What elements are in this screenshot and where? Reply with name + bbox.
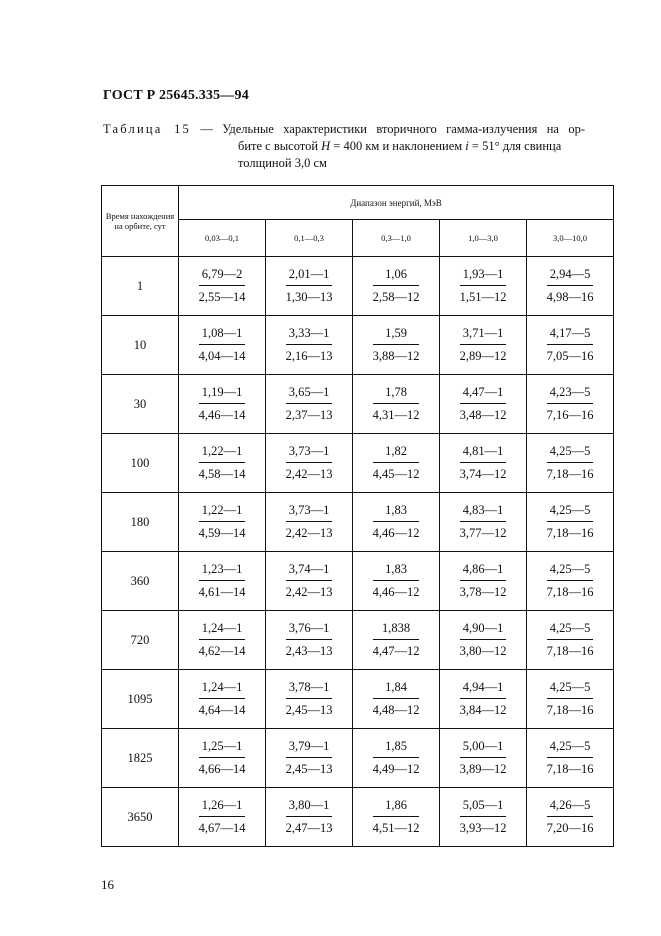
fraction xyxy=(373,384,420,423)
value-cell xyxy=(527,316,614,375)
fraction-numerator: 3,80—1 xyxy=(286,797,333,817)
fraction xyxy=(286,325,333,364)
fraction-denominator: 4,31—12 xyxy=(372,408,420,422)
fraction xyxy=(199,561,246,600)
fraction-numerator: 2,94—5 xyxy=(547,266,594,286)
fraction xyxy=(460,797,507,836)
fraction-numerator: 3,73—1 xyxy=(286,443,333,463)
fraction-numerator: 3,74—1 xyxy=(286,561,333,581)
fraction-numerator: 1,24—1 xyxy=(199,679,246,699)
energy-subrange-header: 1,0—3,0 xyxy=(440,220,527,257)
fraction-denominator: 4,67—14 xyxy=(198,821,246,835)
value-cell xyxy=(440,257,527,316)
table-row xyxy=(102,552,614,611)
value-cell xyxy=(353,611,440,670)
fraction-denominator: 4,58—14 xyxy=(198,467,246,481)
fraction-numerator: 4,90—1 xyxy=(460,620,507,640)
value-cell xyxy=(440,729,527,788)
time-cell: 180 xyxy=(102,493,179,552)
fraction-numerator: 1,24—1 xyxy=(199,620,246,640)
fraction-numerator: 6,79—2 xyxy=(199,266,246,286)
fraction-denominator: 7,18—16 xyxy=(546,585,594,599)
value-cell xyxy=(179,493,266,552)
table-row xyxy=(102,257,614,316)
fraction-denominator: 2,58—12 xyxy=(372,290,420,304)
value-cell xyxy=(266,375,353,434)
fraction-numerator: 3,65—1 xyxy=(286,384,333,404)
fraction-denominator: 4,47—12 xyxy=(372,644,420,658)
fraction-denominator: 2,55—14 xyxy=(198,290,246,304)
value-cell xyxy=(353,493,440,552)
value-cell xyxy=(527,434,614,493)
fraction-denominator: 4,62—14 xyxy=(198,644,246,658)
fraction xyxy=(460,502,507,541)
fraction-numerator: 3,79—1 xyxy=(286,738,333,758)
fraction xyxy=(286,561,333,600)
page-number: 16 xyxy=(101,877,114,892)
value-cell xyxy=(266,670,353,729)
fraction-denominator: 3,74—12 xyxy=(459,467,507,481)
fraction-numerator: 1,22—1 xyxy=(199,502,246,522)
value-cell xyxy=(440,493,527,552)
fraction-denominator: 2,43—13 xyxy=(285,644,333,658)
value-cell xyxy=(179,316,266,375)
table-row xyxy=(102,434,614,493)
table-row xyxy=(102,316,614,375)
fraction-denominator: 2,42—13 xyxy=(285,526,333,540)
value-cell xyxy=(179,788,266,847)
fraction-numerator: 2,01—1 xyxy=(286,266,333,286)
value-cell xyxy=(266,434,353,493)
fraction xyxy=(286,443,333,482)
value-cell xyxy=(266,257,353,316)
fraction-numerator: 4,26—5 xyxy=(547,797,594,817)
fraction xyxy=(199,325,246,364)
fraction xyxy=(373,679,420,718)
fraction xyxy=(547,384,594,423)
fraction-denominator: 4,46—14 xyxy=(198,408,246,422)
value-cell xyxy=(179,375,266,434)
value-cell xyxy=(440,611,527,670)
fraction xyxy=(199,738,246,777)
time-cell: 10 xyxy=(102,316,179,375)
fraction xyxy=(199,679,246,718)
time-cell: 30 xyxy=(102,375,179,434)
time-cell: 1825 xyxy=(102,729,179,788)
time-header: Время нахождения на орбите, сут xyxy=(102,186,179,257)
fraction-denominator: 7,18—16 xyxy=(546,467,594,481)
time-cell: 720 xyxy=(102,611,179,670)
document-header: ГОСТ Р 25645.335—94 xyxy=(103,88,249,103)
fraction xyxy=(460,266,507,305)
fraction-denominator: 2,89—12 xyxy=(459,349,507,363)
value-cell xyxy=(179,552,266,611)
fraction-denominator: 3,77—12 xyxy=(459,526,507,540)
fraction xyxy=(199,502,246,541)
table-row xyxy=(102,375,614,434)
fraction-numerator: 4,83—1 xyxy=(460,502,507,522)
gamma-radiation-table xyxy=(101,185,614,847)
fraction-numerator: 4,23—5 xyxy=(547,384,594,404)
fraction-denominator: 7,20—16 xyxy=(546,821,594,835)
fraction-denominator: 7,16—16 xyxy=(546,408,594,422)
fraction-numerator: 4,94—1 xyxy=(460,679,507,699)
fraction-denominator: 3,80—12 xyxy=(459,644,507,658)
fraction xyxy=(199,620,246,659)
value-cell xyxy=(266,729,353,788)
fraction xyxy=(286,620,333,659)
fraction-numerator: 4,17—5 xyxy=(547,325,594,345)
fraction xyxy=(547,502,594,541)
value-cell xyxy=(266,316,353,375)
value-cell xyxy=(527,257,614,316)
fraction-denominator: 2,16—13 xyxy=(285,349,333,363)
fraction xyxy=(460,679,507,718)
caption-line-3: толщиной 3,0 см xyxy=(238,156,327,170)
fraction xyxy=(286,384,333,423)
fraction-denominator: 2,47—13 xyxy=(285,821,333,835)
fraction-numerator: 3,78—1 xyxy=(286,679,333,699)
fraction-numerator: 4,86—1 xyxy=(460,561,507,581)
table-caption xyxy=(103,121,585,172)
fraction xyxy=(286,679,333,718)
fraction-numerator: 4,81—1 xyxy=(460,443,507,463)
fraction xyxy=(199,797,246,836)
fraction-denominator: 7,18—16 xyxy=(546,762,594,776)
value-cell xyxy=(353,257,440,316)
fraction xyxy=(547,738,594,777)
fraction-numerator: 5,05—1 xyxy=(460,797,507,817)
fraction-numerator: 5,00—1 xyxy=(460,738,507,758)
fraction-numerator: 4,47—1 xyxy=(460,384,507,404)
fraction-denominator: 4,61—14 xyxy=(198,585,246,599)
fraction-denominator: 7,05—16 xyxy=(546,349,594,363)
fraction-denominator: 1,51—12 xyxy=(459,290,507,304)
value-cell xyxy=(440,788,527,847)
fraction-numerator: 3,73—1 xyxy=(286,502,333,522)
fraction xyxy=(373,738,420,777)
value-cell xyxy=(440,434,527,493)
value-cell xyxy=(527,729,614,788)
fraction-denominator: 4,49—12 xyxy=(372,762,420,776)
fraction-numerator: 3,71—1 xyxy=(460,325,507,345)
fraction xyxy=(373,502,420,541)
fraction-denominator: 2,42—13 xyxy=(285,467,333,481)
energy-subrange-header: 0,03—0,1 xyxy=(179,220,266,257)
fraction-denominator: 2,45—13 xyxy=(285,703,333,717)
fraction xyxy=(373,561,420,600)
value-cell xyxy=(266,552,353,611)
fraction-numerator: 1,22—1 xyxy=(199,443,246,463)
fraction-denominator: 4,59—14 xyxy=(198,526,246,540)
value-cell xyxy=(266,611,353,670)
fraction-numerator: 1,78 xyxy=(373,384,420,404)
fraction xyxy=(460,384,507,423)
fraction xyxy=(373,325,420,364)
table-row xyxy=(102,670,614,729)
fraction-denominator: 2,37—13 xyxy=(285,408,333,422)
fraction-numerator: 1,838 xyxy=(373,620,420,640)
value-cell xyxy=(179,257,266,316)
fraction-denominator: 4,46—12 xyxy=(372,585,420,599)
time-cell: 1 xyxy=(102,257,179,316)
fraction-denominator: 3,89—12 xyxy=(459,762,507,776)
fraction-numerator: 4,25—5 xyxy=(547,620,594,640)
table-row xyxy=(102,611,614,670)
fraction-denominator: 1,30—13 xyxy=(285,290,333,304)
value-cell xyxy=(179,729,266,788)
value-cell xyxy=(353,316,440,375)
value-cell xyxy=(440,316,527,375)
value-cell xyxy=(266,788,353,847)
fraction-numerator: 4,25—5 xyxy=(547,561,594,581)
fraction-numerator: 1,59 xyxy=(373,325,420,345)
value-cell xyxy=(179,434,266,493)
fraction xyxy=(547,266,594,305)
fraction-numerator: 1,93—1 xyxy=(460,266,507,286)
fraction-denominator: 7,18—16 xyxy=(546,526,594,540)
fraction xyxy=(373,443,420,482)
fraction xyxy=(547,561,594,600)
fraction xyxy=(286,266,333,305)
fraction xyxy=(199,443,246,482)
value-cell xyxy=(527,788,614,847)
fraction-numerator: 1,84 xyxy=(373,679,420,699)
fraction-denominator: 3,78—12 xyxy=(459,585,507,599)
fraction-denominator: 7,18—16 xyxy=(546,644,594,658)
value-cell xyxy=(527,670,614,729)
fraction xyxy=(373,266,420,305)
fraction xyxy=(460,738,507,777)
energy-subrange-header: 0,3—1,0 xyxy=(353,220,440,257)
fraction-denominator: 3,84—12 xyxy=(459,703,507,717)
fraction xyxy=(286,738,333,777)
time-cell: 1095 xyxy=(102,670,179,729)
fraction-numerator: 3,76—1 xyxy=(286,620,333,640)
value-cell xyxy=(266,493,353,552)
fraction-denominator: 3,93—12 xyxy=(459,821,507,835)
value-cell xyxy=(179,611,266,670)
table-row xyxy=(102,493,614,552)
fraction xyxy=(373,797,420,836)
fraction xyxy=(286,502,333,541)
time-cell: 360 xyxy=(102,552,179,611)
value-cell xyxy=(179,670,266,729)
value-cell xyxy=(353,729,440,788)
table-row xyxy=(102,788,614,847)
fraction xyxy=(199,384,246,423)
value-cell xyxy=(527,552,614,611)
fraction-denominator: 2,45—13 xyxy=(285,762,333,776)
table-row xyxy=(102,729,614,788)
fraction-numerator: 3,33—1 xyxy=(286,325,333,345)
fraction-numerator: 1,19—1 xyxy=(199,384,246,404)
fraction-numerator: 1,82 xyxy=(373,443,420,463)
fraction xyxy=(547,443,594,482)
fraction-numerator: 1,26—1 xyxy=(199,797,246,817)
value-cell xyxy=(527,493,614,552)
fraction-denominator: 4,04—14 xyxy=(198,349,246,363)
fraction xyxy=(460,620,507,659)
energy-subrange-header: 3,0—10,0 xyxy=(527,220,614,257)
fraction-denominator: 4,98—16 xyxy=(546,290,594,304)
fraction-denominator: 4,51—12 xyxy=(372,821,420,835)
fraction-numerator: 1,06 xyxy=(373,266,420,286)
value-cell xyxy=(440,670,527,729)
fraction-denominator: 2,42—13 xyxy=(285,585,333,599)
value-cell xyxy=(527,375,614,434)
caption-line-2: бите с высотой H = 400 км и наклонением i = 51° для свинца xyxy=(238,139,562,153)
value-cell xyxy=(353,375,440,434)
fraction-denominator: 3,88—12 xyxy=(372,349,420,363)
fraction-denominator: 4,45—12 xyxy=(372,467,420,481)
fraction xyxy=(199,266,246,305)
value-cell xyxy=(353,788,440,847)
value-cell xyxy=(353,552,440,611)
fraction-denominator: 4,48—12 xyxy=(372,703,420,717)
time-cell: 100 xyxy=(102,434,179,493)
fraction-denominator: 7,18—16 xyxy=(546,703,594,717)
fraction-numerator: 4,25—5 xyxy=(547,679,594,699)
fraction-denominator: 4,46—12 xyxy=(372,526,420,540)
value-cell xyxy=(527,611,614,670)
value-cell xyxy=(440,552,527,611)
fraction xyxy=(460,561,507,600)
fraction-numerator: 4,25—5 xyxy=(547,502,594,522)
fraction-numerator: 1,23—1 xyxy=(199,561,246,581)
fraction xyxy=(547,679,594,718)
fraction-denominator: 4,64—14 xyxy=(198,703,246,717)
time-cell: 3650 xyxy=(102,788,179,847)
fraction-numerator: 4,25—5 xyxy=(547,738,594,758)
fraction xyxy=(547,325,594,364)
fraction-denominator: 4,66—14 xyxy=(198,762,246,776)
value-cell xyxy=(353,670,440,729)
value-cell xyxy=(440,375,527,434)
energy-subrange-header: 0,1—0,3 xyxy=(266,220,353,257)
fraction-numerator: 1,25—1 xyxy=(199,738,246,758)
table-label: Таблица 15 xyxy=(103,122,191,136)
fraction-numerator: 4,25—5 xyxy=(547,443,594,463)
energy-range-header: Диапазон энергий, МэВ xyxy=(179,186,614,220)
fraction-numerator: 1,83 xyxy=(373,502,420,522)
fraction xyxy=(547,620,594,659)
fraction-numerator: 1,83 xyxy=(373,561,420,581)
fraction-numerator: 1,08—1 xyxy=(199,325,246,345)
fraction xyxy=(460,443,507,482)
value-cell xyxy=(353,434,440,493)
fraction xyxy=(286,797,333,836)
caption-line-1: — Удельные характеристики вторичного гамма-излучения на ор- xyxy=(190,122,585,136)
fraction xyxy=(547,797,594,836)
fraction xyxy=(373,620,420,659)
fraction-numerator: 1,86 xyxy=(373,797,420,817)
fraction-denominator: 3,48—12 xyxy=(459,408,507,422)
fraction-numerator: 1,85 xyxy=(373,738,420,758)
fraction xyxy=(460,325,507,364)
